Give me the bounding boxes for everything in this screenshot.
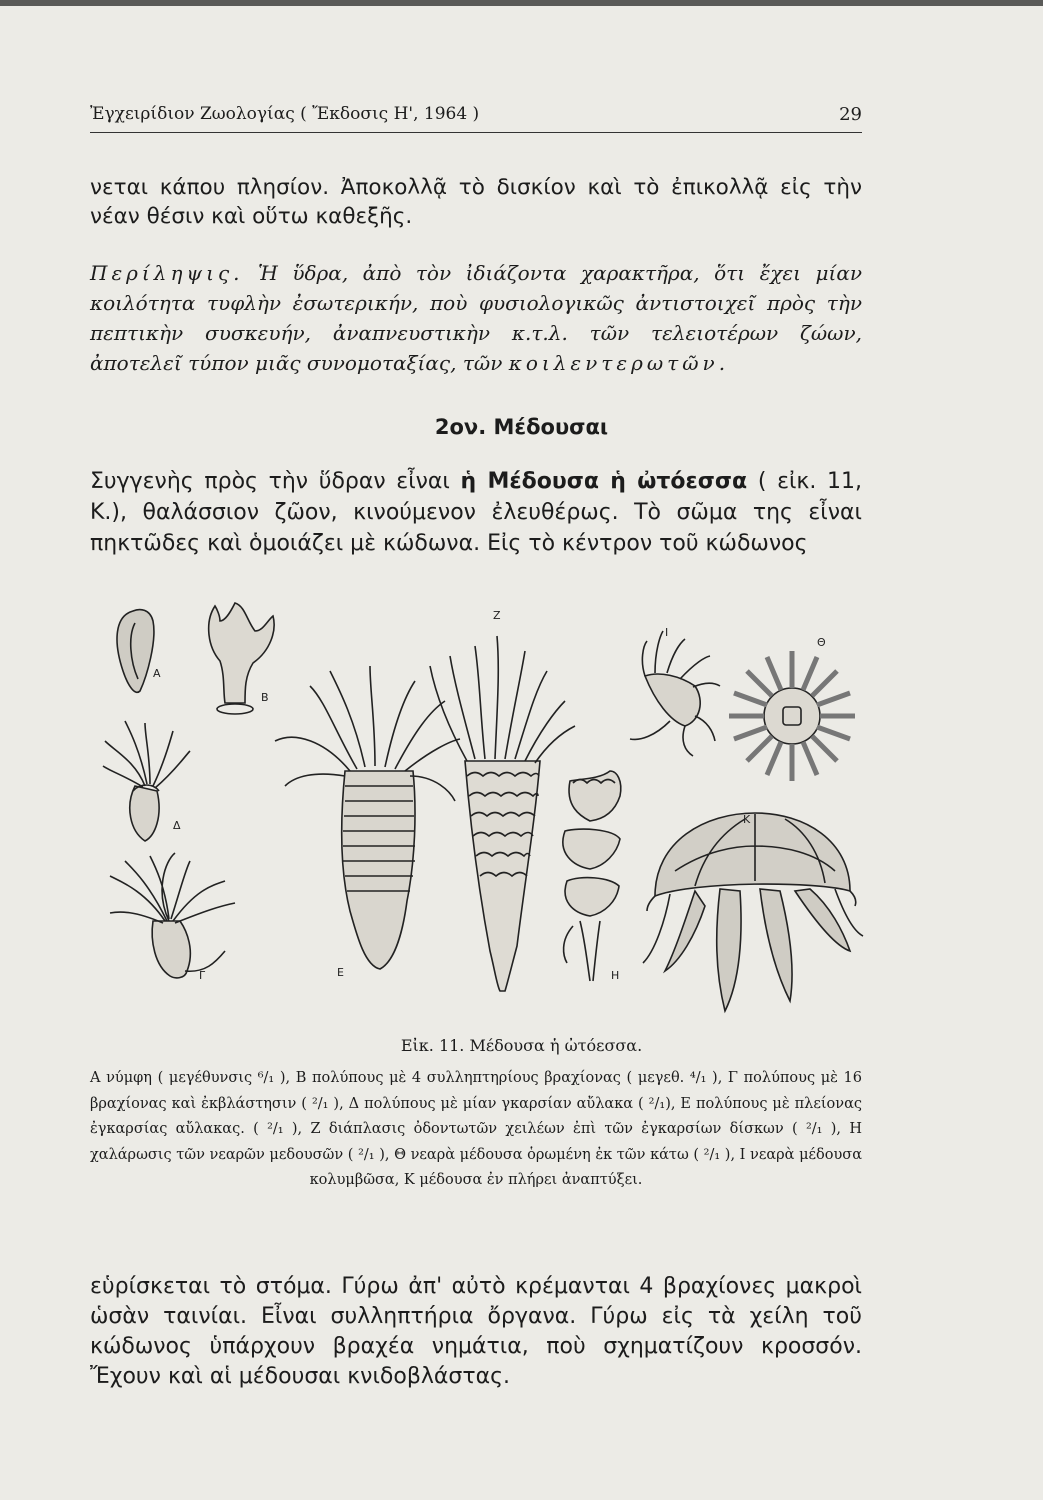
label-h: Η xyxy=(611,969,620,982)
medusa-description-paragraph: εὑρίσκεται τὸ στόμα. Γύρω ἀπ' αὐτὸ κρέμανται 4 βραχίονες μακροὶ ὡσὰν ταινίαι. Εἶναι συλληπτήρια ὄργανα. Γύρω εἰς τὰ χείλη τοῦ κώδωνος ὑπάρχουν βραχέα νημάτια, ποὺ σχηματίζουν κροσσόν. Ἔχουν καὶ αἱ μέδουσαι κνιδοβλάστας. xyxy=(90,1274,862,1389)
drawing-young-medusa-swimming xyxy=(630,631,720,756)
book-page xyxy=(0,6,1043,1500)
label-k: Κ xyxy=(743,813,751,826)
label-e: Ε xyxy=(337,966,344,979)
running-header xyxy=(90,102,862,133)
label-gamma: Γ xyxy=(199,969,206,982)
label-delta: Δ xyxy=(173,819,181,832)
drawing-adult-medusa xyxy=(643,813,863,1011)
figure-caption-text: Α νύμφη ( μεγέθυνσις ⁶/₁ ), Β πολύπους μὲ 4 συλληπτηρίους βραχίονας ( μεγεθ. ⁴/₁ ), Γ πολύπους μὲ 16 βραχίονας καὶ ἐκβλάστησιν ( ²/₁ ), Δ πολύπους μὲ μίαν γκαρσίαν αὔλακα ( ²/₁), Ε πολύπους μὲ πλείονας ἐγκαρσίας αὔλακας. ( ²/₁ ), Ζ διάπλασις ὀδοντωτῶν χειλέων ἐπὶ τῶν ἐγκαρσίων δίσκων ( ²/₁ ), Η χαλάρωσις τῶν νεαρῶν μεδουσῶν ( ²/₁ ), Θ νεαρὰ μέδουσα ὁρωμένη ἐκ τῶν κάτω ( ²/₁ ), Ι νεαρὰ μέδουσα κολυμβῶσα, Κ μέδουσα ἐν πλήρει ἀναπτύξει. xyxy=(90,1070,862,1188)
drawing-nymph xyxy=(117,610,154,693)
drawing-polyp-sixteen-arms xyxy=(110,853,235,978)
drawing-releasing-medusae xyxy=(563,771,621,981)
drawing-young-medusa-below xyxy=(729,651,855,781)
figure-caption-title: Εἰκ. 11. Μέδουσα ἡ ὠτόεσσα. xyxy=(400,1036,643,1055)
summary-term: κοιλεντερωτῶν xyxy=(508,351,719,375)
page-number: 29 xyxy=(839,104,862,125)
summary-end: . xyxy=(718,351,726,375)
label-z: Ζ xyxy=(493,609,501,622)
intro-text-b: ( εἰκ. 11, Κ.), θαλάσσιον ζῶον, κινούμενον ἐλευθέρως. Τὸ σῶμα της εἶναι πηκτῶδες καὶ ὁμοιάζει μὲ κώδωνα. Εἰς τὸ κέντρον τοῦ κώδωνος xyxy=(90,469,862,556)
running-title: Ἐγχειρίδιον Ζωολογίας ( Ἔκδοσις Η', 1964 ) xyxy=(90,104,480,124)
label-i: Ι xyxy=(665,626,669,639)
summary-paragraph xyxy=(90,258,862,378)
drawing-strobila-toothed-discs xyxy=(430,636,575,991)
label-theta: Θ xyxy=(817,636,826,649)
label-b: Β xyxy=(261,691,269,704)
section-title: 2ον. Μέδουσαι xyxy=(434,415,609,439)
paragraph-continuation: νεται κάπου πλησίον. Ἀποκολλᾷ τὸ δισκίον καὶ τὸ ἐπικολλᾷ εἰς τὴν νέαν θέσιν καὶ οὕτω καθεξῆς. xyxy=(90,175,862,229)
drawing-polyp-many-grooves xyxy=(275,666,460,969)
species-name: ἡ Μέδουσα ἡ ὠτόεσσα xyxy=(460,469,748,494)
intro-text-a: Συγγενὴς πρὸς τὴν ὕδραν εἶναι xyxy=(90,469,461,494)
label-a: Α xyxy=(153,667,161,680)
summary-lead: Περίληψις. xyxy=(90,261,244,285)
medusa-life-cycle-illustration xyxy=(95,591,875,1031)
summary-text: Ἡ ὕδρα, ἀπὸ τὸν ἰδιάζοντα χαρακτῆρα, ὅτι ἔχει μίαν κοιλότητα τυφλὴν ἐσωτερικήν, ποὺ φυσιολογικῶς ἀντιστοιχεῖ πρὸς τὴν πεπτικὴν συσκευήν, ἀναπνευστικὴν κ.τ.λ. τῶν τελειοτέρων ζώων, ἀποτελεῖ τύπον μιᾶς συνομοταξίας, τῶν xyxy=(90,261,862,375)
medusa-intro-paragraph xyxy=(90,466,862,559)
